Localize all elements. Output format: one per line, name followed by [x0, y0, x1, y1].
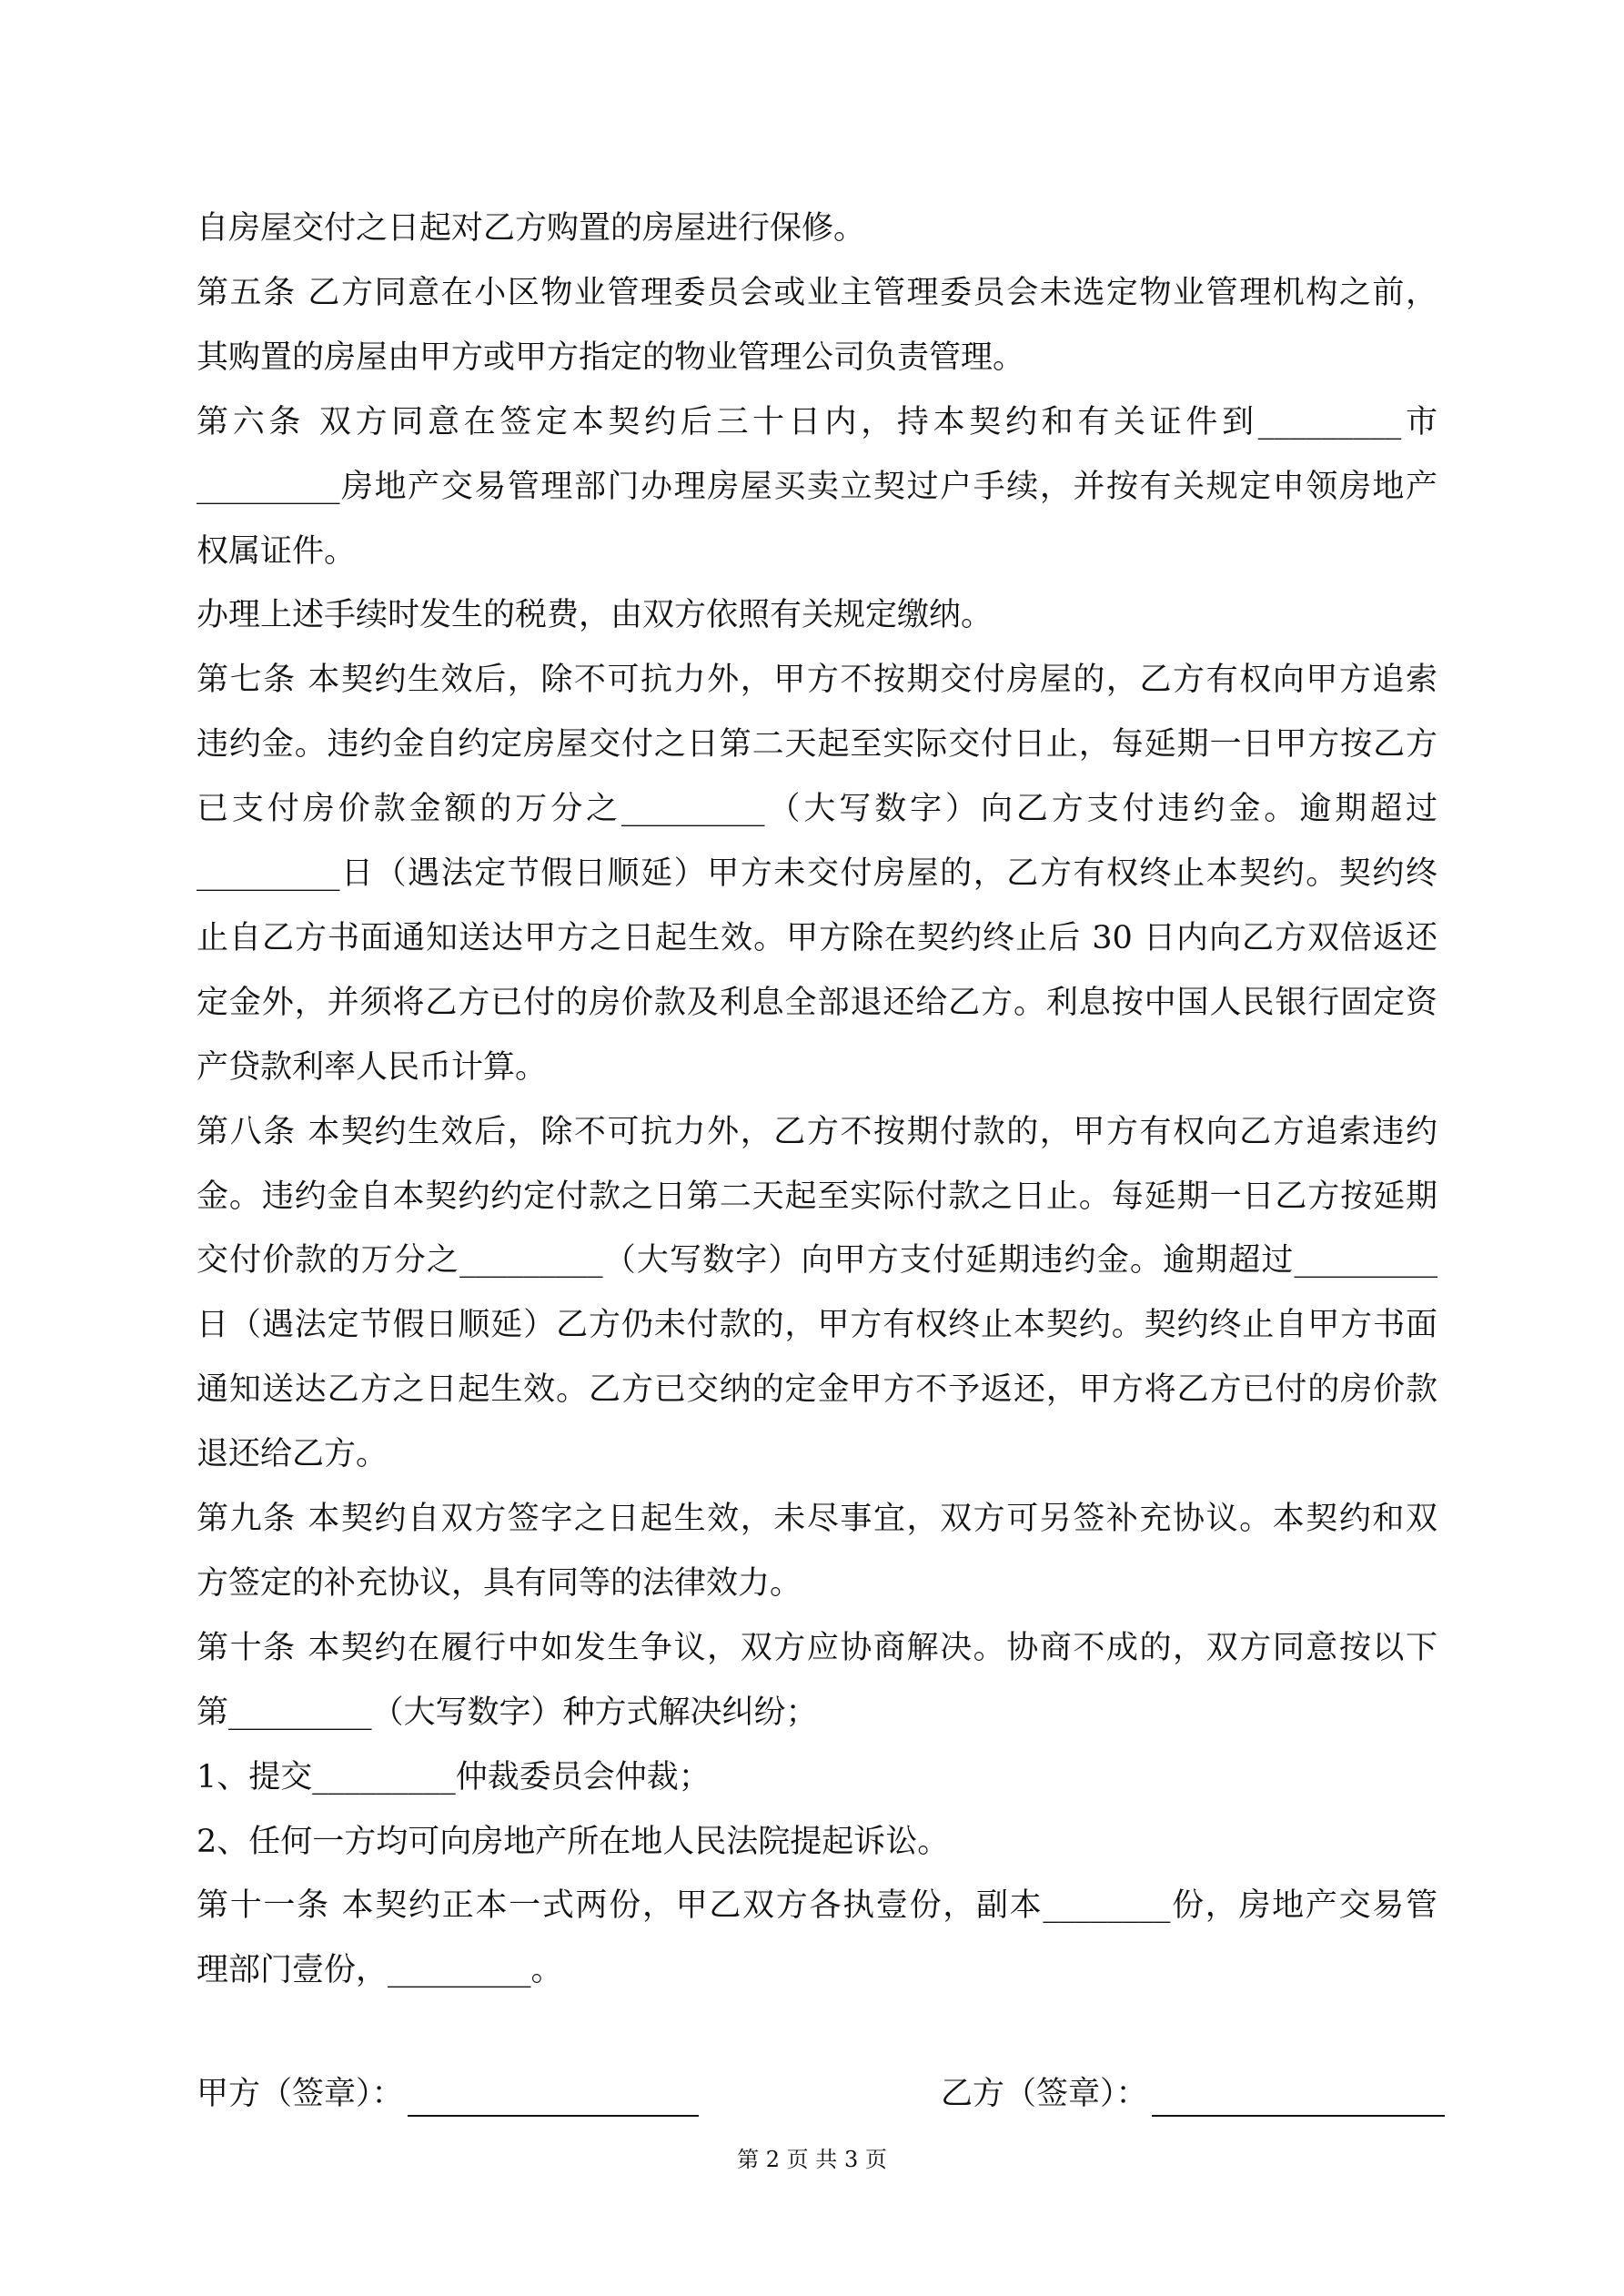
- text-line: 方签定的补充协议，具有同等的法律效力。: [197, 1564, 802, 1602]
- text-line: 第六条 双方同意在签定本契约后三十日内，持本契约和有关证件到_________市: [197, 403, 1437, 440]
- text-line: 第十条 本契约在履行中如发生争议，双方应协商解决。协商不成的，双方同意按以下: [197, 1629, 1437, 1666]
- text-line: 办理上述手续时发生的税费，由双方依照有关规定缴纳。: [197, 597, 994, 634]
- text-line: 2、任何一方均可向房地产所在地人民法院提起诉讼。: [197, 1823, 950, 1860]
- party-b-signature-line: [1152, 2079, 1445, 2117]
- party-a-label: 甲方（签章）：: [197, 2076, 404, 2112]
- text-line: 第十一条 本契约正本一式两份，甲乙双方各执壹份，副本________份，房地产交易管: [197, 1887, 1437, 1925]
- party-a-signature-line: [408, 2079, 699, 2117]
- text-line: 自房屋交付之日起对乙方购置的房屋进行保修。: [197, 210, 866, 247]
- text-line: 其购置的房屋由甲方或甲方指定的物业管理公司负责管理。: [197, 339, 1025, 376]
- text-line: 第五条 乙方同意在小区物业管理委员会或业主管理委员会未选定物业管理机构之前，: [197, 274, 1437, 311]
- text-line: 定金外，并须将乙方已付的房价款及利息全部退还给乙方。利息按中国人民银行固定资: [197, 984, 1437, 1021]
- text-line: _________房地产交易管理部门办理房屋买卖立契过户手续，并按有关规定申领房地产: [197, 468, 1437, 505]
- text-line: 理部门壹份，_________。: [197, 1952, 563, 1989]
- page-number: 第 2 页 共 3 页: [737, 2147, 887, 2172]
- party-b-signature: [941, 2071, 1445, 2117]
- text-line: 第七条 本契约生效后，除不可抗力外，甲方不按期交付房屋的，乙方有权向甲方追索: [197, 662, 1437, 699]
- text-line: 交付价款的万分之_________（大写数字）向甲方支付延期违约金。逾期超过_________: [197, 1242, 1437, 1279]
- text-line: 第九条 本契约自双方签字之日起生效，未尽事宜，双方可另签补充协议。本契约和双: [197, 1501, 1437, 1537]
- party-b-label: 乙方（签章）：: [941, 2076, 1148, 2112]
- text-line: 权属证件。: [197, 532, 357, 570]
- text-line: 退还给乙方。: [197, 1436, 388, 1473]
- text-line: 第_________（大写数字）种方式解决纠纷；: [197, 1694, 818, 1731]
- text-line: 第八条 本契约生效后，除不可抗力外，乙方不按期付款的，甲方有权向乙方追索违约: [197, 1113, 1437, 1150]
- party-a-signature: [197, 2071, 699, 2117]
- text-line: 已支付房价款金额的万分之_________（大写数字）向乙方支付违约金。逾期超过: [197, 791, 1437, 828]
- text-line: 1、提交_________仲裁委员会仲裁；: [197, 1758, 711, 1795]
- text-line: 违约金。违约金自约定房屋交付之日第二天起至实际交付日止，每延期一日甲方按乙方: [197, 726, 1437, 764]
- text-line: 日（遇法定节假日顺延）乙方仍未付款的，甲方有权终止本契约。契约终止自甲方书面: [197, 1307, 1437, 1344]
- text-line: _________日（遇法定节假日顺延）甲方未交付房屋的，乙方有权终止本契约。契约终: [197, 855, 1437, 892]
- text-line: 通知送达乙方之日起生效。乙方已交纳的定金甲方不予返还，甲方将乙方已付的房价款: [197, 1371, 1437, 1409]
- text-line: 止自乙方书面通知送达甲方之日起生效。甲方除在契约终止后 30 日内向乙方双倍返还: [197, 919, 1437, 956]
- text-line: 产贷款利率人民币计算。: [197, 1048, 548, 1086]
- text-line: 金。违约金自本契约约定付款之日第二天起至实际付款之日止。每延期一日乙方按延期: [197, 1178, 1437, 1215]
